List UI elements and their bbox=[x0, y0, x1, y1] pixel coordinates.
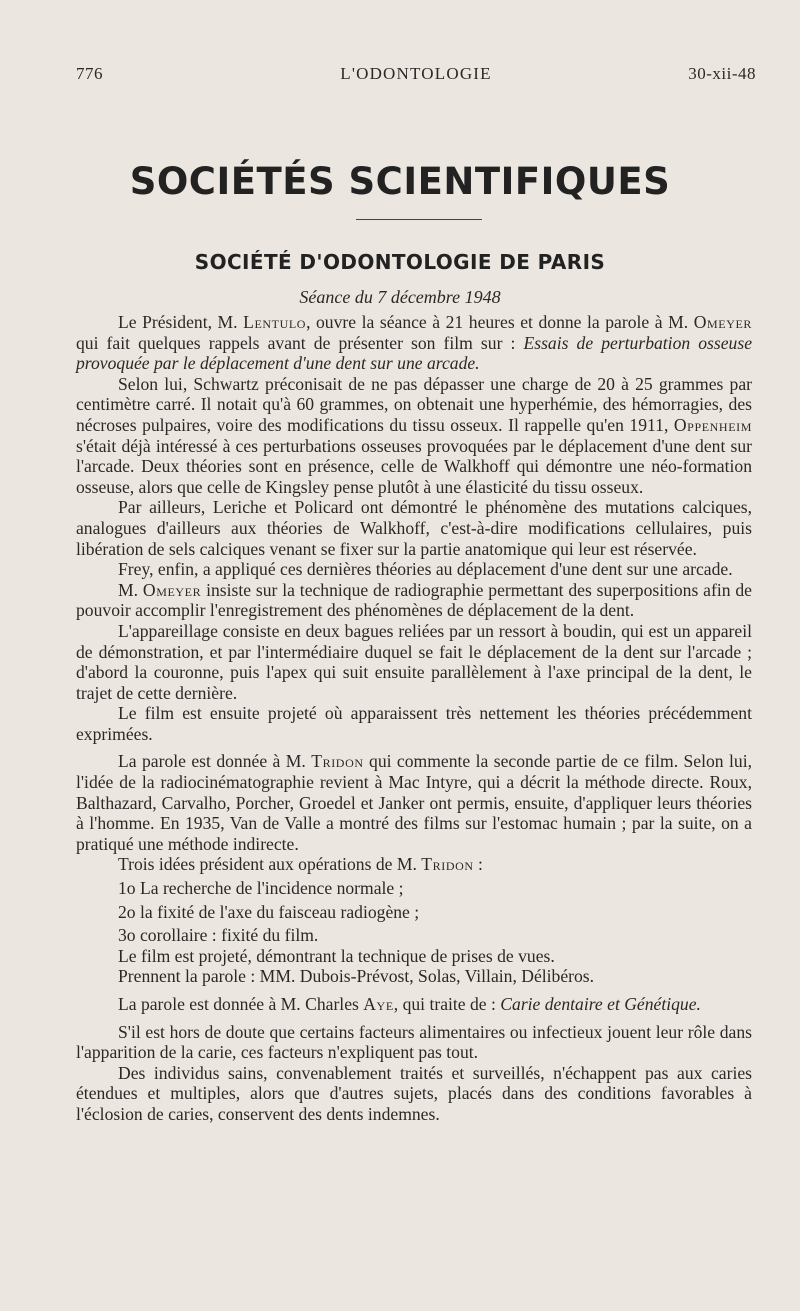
list-item: 3o corollaire : fixité du film. bbox=[118, 925, 319, 946]
paragraph: La parole est donnée à M. Charles Aye, qui traite de : Carie dentaire et Génétique. bbox=[118, 994, 701, 1014]
issue-date: 30-xii-48 bbox=[688, 64, 756, 83]
paragraph: S'il est hors de doute que certains facteurs alimentaires ou infectieux jouent leur rôle dans l'apparition de la carie, ces facteurs n'expliquent pas tout. bbox=[76, 1021, 752, 1063]
page-title: SOCIÉTÉS SCIENTIFIQUES bbox=[129, 160, 671, 203]
paragraph: Trois idées président aux opérations de M. Tridon : bbox=[118, 854, 483, 875]
paragraph: Frey, enfin, a appliqué ces dernières théories au déplacement d'une dent sur une arcade. bbox=[118, 559, 733, 580]
session-date: Séance du 7 décembre 1948 bbox=[299, 287, 501, 307]
paragraph: L'appareillage consiste en deux bagues reliées par un ressort à boudin, qui est un appareil de démonstration, et par l'intermédiaire duquel se fait le déplacement de la dent sur l'arcade ; d'abord la couronne, puis l'apex qui suit ensuite parallèlement à l'axe principal de la dent, le trajet de cette dernière. bbox=[76, 620, 752, 703]
paragraph: M. Omeyer insiste sur la technique de radiographie permettant des superpositions afin de pouvoir accomplir l'enregistrement des phénomènes de déplacement de la dent. bbox=[76, 579, 752, 621]
paragraph: Par ailleurs, Leriche et Policard ont démontré le phénomène des mutations calciques, analogues d'ailleurs aux théories de Walkhoff, c'est-à-dire modifications cellulaires, puis libération de sels calciques venant se fixer sur la partie anatomique qui leur est réservée. bbox=[76, 497, 752, 559]
list-item: 1o La recherche de l'incidence normale ; bbox=[118, 878, 404, 899]
paragraph: Selon lui, Schwartz préconisait de ne pas dépasser une charge de 20 à 25 grammes par centimètre carré. Il notait qu'à 60 grammes, on obtenait une hyperhémie, des hémorragies, des nécroses pulpaires, voire des modifications du tissu osseux. Il rappelle qu'en 1911, Oppenheim s'était déjà intéressé à ces perturbations osseuses provoquées par le déplacement d'une dent sur l'arcade. Deux théories sont en présence, celle de Walkhoff qui démontre une néo-formation osseuse, alors que celle de Kingsley pense plutôt à une élasticité du tissu osseux. bbox=[76, 373, 752, 497]
section-title: SOCIÉTÉ D'ODONTOLOGIE DE PARIS bbox=[194, 250, 606, 274]
title-divider bbox=[356, 219, 482, 220]
article-body bbox=[76, 312, 752, 1125]
paragraph: Le film est ensuite projeté où apparaissent très nettement les théories précédemment exprimées. bbox=[76, 703, 752, 744]
paragraph: Le film est projeté, démontrant la technique de prises de vues. bbox=[118, 945, 555, 966]
paragraph: La parole est donnée à M. Tridon qui commente la seconde partie de ce film. Selon lui, l'idée de la radiocinématographie revient à Mac Intyre, qui a décrit la méthode directe. Roux, Balthazard, Carvalho, Porcher, Groedel et Janker ont permis, ensuite, d'appliquer leurs théories à l'homme. En 1935, Van de Valle a montré des films sur l'estomac humain ; par la suite, on a pratiqué une méthode indirecte. bbox=[76, 751, 752, 854]
journal-name: L'ODONTOLOGIE bbox=[340, 64, 492, 83]
paragraph: Prennent la parole : MM. Dubois-Prévost, Solas, Villain, Délibéros. bbox=[118, 966, 595, 987]
paragraph: Le Président, M. Lentulo, ouvre la séance à 21 heures et donne la parole à M. Omeyer qui fait quelques rappels avant de présenter son film sur : Essais de perturbation osseuse provoquée par le déplacement d'une dent sur une arcade. bbox=[76, 312, 753, 374]
paragraph: Des individus sains, convenablement traités et surveillés, n'échappent pas aux caries étendues et multiples, alors que d'autres sujets, placés dans des conditions favorables à l'éclosion de caries, conservent des dents indemnes. bbox=[76, 1062, 752, 1124]
list-item: 2o la fixité de l'axe du faisceau radiogène ; bbox=[118, 901, 420, 922]
page-number: 776 bbox=[76, 64, 103, 83]
